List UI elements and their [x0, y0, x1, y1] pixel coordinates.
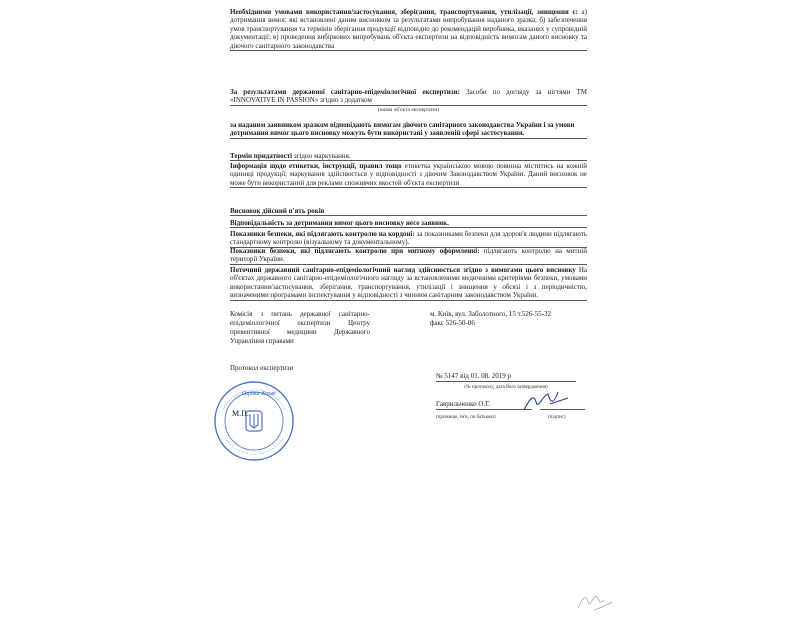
- conformity-section: [230, 121, 587, 139]
- handwritten-signature: [520, 388, 570, 418]
- stamp-mp: М.П.: [232, 409, 249, 418]
- requirements-section: [230, 8, 587, 51]
- customs-text: підлягають контролю на митній території України.: [230, 247, 587, 264]
- requirements-heading: Необхідними умовами використання/застосування, зберігання, транспортування, утилізації, знищення є:: [230, 8, 578, 16]
- responsibility-section: [230, 219, 587, 228]
- corner-initials: [574, 590, 614, 614]
- responsibility-text: Відповідальність за дотримання вимог цього висновку несе заявник.: [230, 219, 449, 227]
- requirements-text: а) дотримання вимог, які встановлені даним висновком за результатами випробування наданого зразка; б) забезпечення умов транспортування та термінів зберігання продукції відповідно до рекомендацій виробника, вказаних у супровідній документації; в) проведення вибіркових випробувань об'єкта експертизи на відповідність вимогам даного висновку та діючого санітарного законодавства: [230, 8, 587, 50]
- results-heading: За результатами державної санітарно-епідеміологічної експертизи:: [230, 88, 460, 96]
- supervision-section: [230, 266, 587, 301]
- stamp-text: Оцінка ділові: [242, 391, 276, 397]
- results-section: [230, 88, 587, 106]
- customs-section: [230, 247, 587, 265]
- shelf-life-value: згідно маркування.: [293, 152, 351, 160]
- protocol-label: Протокол експертизи: [230, 364, 294, 372]
- signatory-name-caption: (прізвище, ім'я, по батькові): [436, 415, 496, 420]
- signatory-name: Гаврильченко О.Г.: [436, 400, 532, 410]
- label-info-section: [230, 162, 587, 188]
- commission-name: Комісія з питань державної санітарно-епідеміологічної експертизи Центру превентивної медицини Державного Управління справами: [230, 310, 370, 345]
- protocol-number: № 5147 від 01. 08. 2019 р: [436, 372, 576, 382]
- shelf-life-label: Термін придатності: [230, 152, 293, 160]
- commission-fax: факс 526-50-06: [430, 319, 475, 327]
- supervision-text: На об'єктах державного санітарно-епідеміологічного нагляду за встановленими медичними критеріями безпеки, умовами використання/застосування, зберігання, транспортування, утилізації і знищення у обсязі і з періодичністю, визначеними програмами інспектування у відповідності з чинним санітарним законодавством України.: [230, 266, 587, 300]
- shelf-life-section: [230, 152, 587, 161]
- safety-control-section: [230, 230, 587, 248]
- protocol-number-caption: (№ протоколу, дата його затвердження): [464, 385, 548, 390]
- safety-control-heading: Показники безпеки, які підлягають контролю на кордоні:: [230, 230, 415, 238]
- signature-caption: (підпис): [548, 415, 566, 420]
- commission-address: м. Київ, вул. Заболотного, 15 т.526-55-32 факс 526-50-06: [430, 310, 552, 327]
- results-note: (назва об'єкта експертизи): [377, 107, 440, 113]
- supervision-heading: Поточний державний санітарно-епідеміологічний нагляд здійснюється згідно з вимогами цього висновку: [230, 266, 576, 274]
- validity-text: Висновок дійсний п'ять років: [230, 207, 325, 215]
- safety-control-text: за показниками безпеки для здоров'я людини підлягають стандартному контролю (візуальному та документальному).: [230, 230, 587, 247]
- label-info-text: етикетка українською мовою повинна міститись на кожній одиниці продукції; маркування здійснюється у відповідності з діючим Законодавством України. Даний висновок не може бути використаний для реклами споживчих якостей об'єкта експертизи: [230, 162, 587, 187]
- validity-section: [230, 207, 587, 216]
- results-text: Засоби по догляду за нігтями ТМ «INNOVATIVE IN PASSION» згідно з додатком: [230, 88, 587, 105]
- conformity-text: за наданим заявником зразком відповідають вимогам діючого санітарного законодавства України і за умови дотримання вимог цього висновку можуть бути використані у заявленій сфері застосування.: [230, 121, 575, 138]
- customs-heading: Показники безпеки, які підлягають контролю при митному оформленні:: [230, 247, 480, 255]
- label-info-heading: Інформація щодо етикетки, інструкції, правил тощо: [230, 162, 402, 170]
